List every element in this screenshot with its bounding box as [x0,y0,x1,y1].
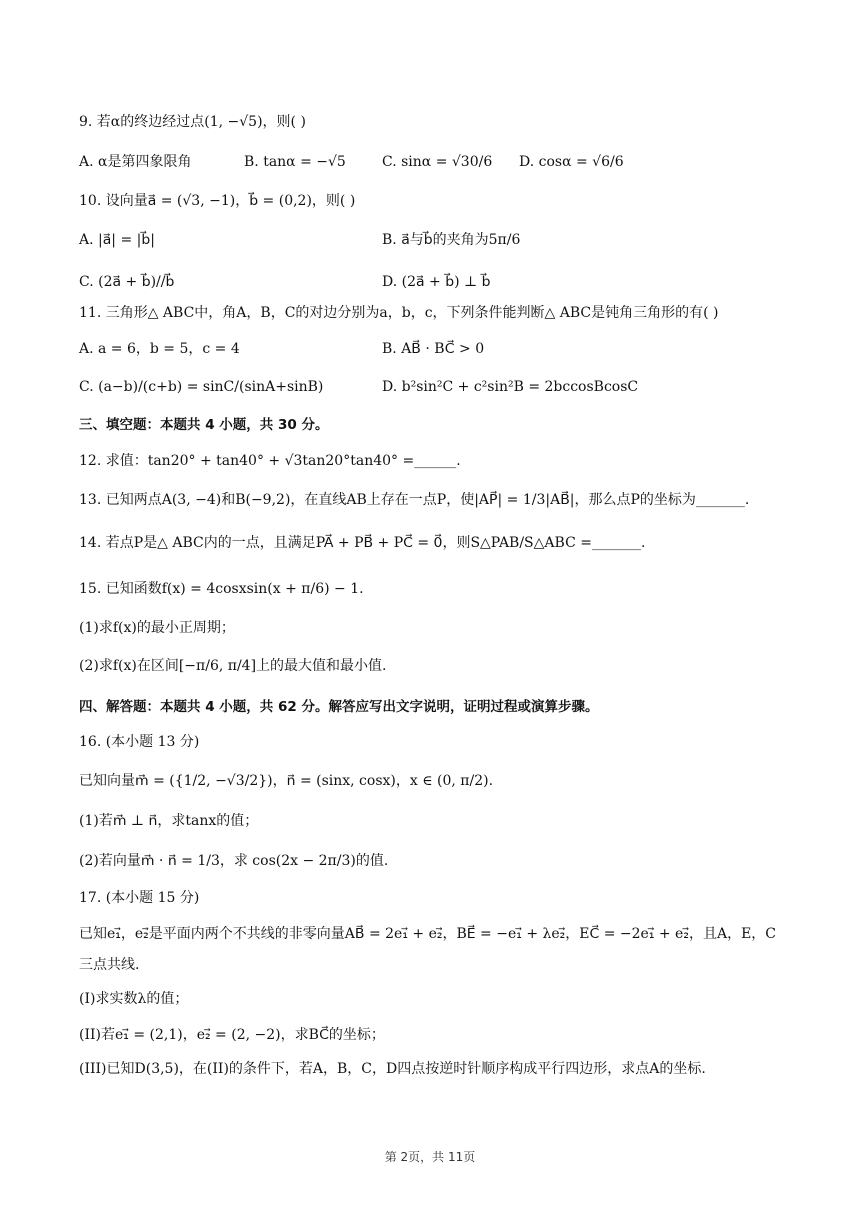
q9-option-c: C. sinα = √30/6 [382,154,493,170]
q9-option-b: B. tanα = −√5 [244,154,346,170]
q17-part-3: (III)已知D(3,5)，在(II)的条件下，若A，B，C，D四点按逆时针顺序构成平行四边形，求点A的坐标. [79,1061,706,1077]
q16-part-2: (2)若向量m⃗ · n⃗ = 1/3，求 cos(2x − 2π/3)的值. [79,853,389,869]
q9-stem: 9. 若α的终边经过点(1, −√5)，则( ) [79,114,306,130]
q17-part-2: (II)若e₁⃗ = (2,1)，e₂⃗ = (2, −2)，求BC⃗的坐标； [79,1027,385,1043]
q14-text: 14. 若点P是△ ABC内的一点，且满足PA⃗ + PB⃗ + PC⃗ = 0⃗，则S△PAB/S△ABC =_______. [79,535,646,551]
q16-header: 16. (本小题 13 分) [79,734,200,750]
q11-option-a: A. a = 6，b = 5，c = 4 [79,341,240,357]
q17-header: 17. (本小题 15 分) [79,890,200,906]
q9-option-d: D. cosα = √6/6 [519,154,624,170]
q17-part-1: (I)求实数λ的值； [79,991,189,1007]
q11-option-c: C. (a−b)/(c+b) = sinC/(sinA+sinB) [79,379,324,395]
q15-stem: 15. 已知函数f(x) = 4cosxsin(x + π/6) − 1. [79,581,364,597]
q16-part-1: (1)若m⃗ ⊥ n⃗，求tanx的值； [79,813,259,829]
q17-stem-line-2: 三点共线. [79,957,140,973]
q11-option-b: B. AB⃗ · BC⃗ > 0 [382,341,485,357]
q11-stem: 11. 三角形△ ABC中，角A，B，C的对边分别为a，b，c，下列条件能判断△ ABC是钝角三角形的有( ) [79,305,719,321]
q13-text: 13. 已知两点A(3, −4)和B(−9,2)，在直线AB上存在一点P，使|AP⃗| = 1/3|AB⃗|，那么点P的坐标为_______. [79,492,750,508]
q10-option-d: D. (2a⃗ + b⃗) ⊥ b⃗ [382,274,491,290]
section-title-solutions: 四、解答题：本题共 4 小题，共 62 分。解答应写出文字说明，证明过程或演算步骤。 [79,699,599,715]
q15-part-1: (1)求f(x)的最小正周期； [79,620,235,636]
q15-part-2: (2)求f(x)在区间[−π/6, π/4]上的最大值和最小值. [79,658,387,674]
q10-option-c: C. (2a⃗ + b⃗)//b⃗ [79,274,175,290]
q17-stem-line-1: 已知e₁⃗，e₂⃗是平面内两个不共线的非零向量AB⃗ = 2e₁⃗ + e₂⃗，BE⃗ = −e₁⃗ + λe₂⃗，EC⃗ = −2e₁⃗ + e₂⃗，且A，E，C [79,926,776,942]
q10-option-a: A. |a⃗| = |b⃗| [79,232,155,248]
page-footer: 第 2页，共 11页 [384,1150,476,1164]
q10-option-b: B. a⃗与b⃗的夹角为5π/6 [382,232,521,248]
q16-stem: 已知向量m⃗ = ({1/2, −√3/2})，n⃗ = (sinx, cosx)，x ∈ (0, π/2). [79,773,494,789]
section-title-fill-blank: 三、填空题：本题共 4 小题，共 30 分。 [79,417,329,433]
q9-option-a: A. α是第四象限角 [79,154,192,170]
q11-option-d: D. b²sin²C + c²sin²B = 2bccosBcosC [382,379,639,395]
q10-stem: 10. 设向量a⃗ = (√3, −1)，b⃗ = (0,2)，则( ) [79,193,356,209]
q12-text: 12. 求值：tan20° + tan40° + √3tan20°tan40° =______. [79,453,461,469]
